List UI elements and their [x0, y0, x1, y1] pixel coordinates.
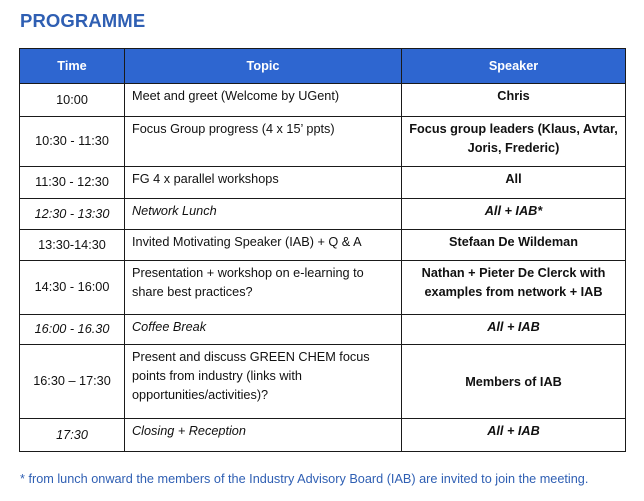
row-speaker: All + IAB* [402, 199, 626, 230]
table-row [20, 315, 626, 345]
header-time: Time [20, 49, 125, 84]
row-speaker: Members of IAB [402, 345, 626, 419]
row-topic: Invited Motivating Speaker (IAB) + Q & A [125, 230, 402, 261]
row-topic: Focus Group progress (4 x 15’ ppts) [125, 117, 402, 167]
footnote: * from lunch onward the members of the Industry Advisory Board (IAB) are invited to join the meeting. [20, 472, 589, 486]
row-speaker: All [402, 167, 626, 199]
table-row [20, 261, 626, 315]
row-time: 16:30 – 17:30 [20, 345, 125, 419]
table-row [20, 345, 626, 419]
header-speaker: Speaker [402, 49, 626, 84]
row-speaker: Stefaan De Wildeman [402, 230, 626, 261]
table-header-row [20, 49, 626, 84]
row-topic: Presentation + workshop on e-learning to share best practices? [125, 261, 402, 315]
row-topic: Network Lunch [125, 199, 402, 230]
header-topic: Topic [125, 49, 402, 84]
table-row [20, 117, 626, 167]
programme-table [19, 48, 626, 452]
table-row [20, 230, 626, 261]
table-row [20, 84, 626, 117]
row-speaker: All + IAB [402, 315, 626, 345]
row-topic: Meet and greet (Welcome by UGent) [125, 84, 402, 117]
row-speaker: Chris [402, 84, 626, 117]
row-speaker: Nathan + Pieter De Clerck with examples from network + IAB [402, 261, 626, 315]
row-topic: Closing + Reception [125, 419, 402, 452]
row-topic: Present and discuss GREEN CHEM focus points from industry (links with opportunities/activities)? [125, 345, 402, 419]
row-speaker: Focus group leaders (Klaus, Avtar, Joris, Frederic) [402, 117, 626, 167]
page-title: PROGRAMME [20, 10, 146, 31]
row-time: 10:00 [20, 84, 125, 117]
row-time: 14:30 - 16:00 [20, 261, 125, 315]
row-topic: FG 4 x parallel workshops [125, 167, 402, 199]
row-time: 17:30 [20, 419, 125, 452]
table-row [20, 419, 626, 452]
table-row [20, 167, 626, 199]
row-time: 10:30 - 11:30 [20, 117, 125, 167]
row-speaker: All + IAB [402, 419, 626, 452]
row-topic: Coffee Break [125, 315, 402, 345]
table-row [20, 199, 626, 230]
row-time: 13:30-14:30 [20, 230, 125, 261]
row-time: 11:30 - 12:30 [20, 167, 125, 199]
row-time: 12:30 - 13:30 [20, 199, 125, 230]
row-time: 16:00 - 16.30 [20, 315, 125, 345]
